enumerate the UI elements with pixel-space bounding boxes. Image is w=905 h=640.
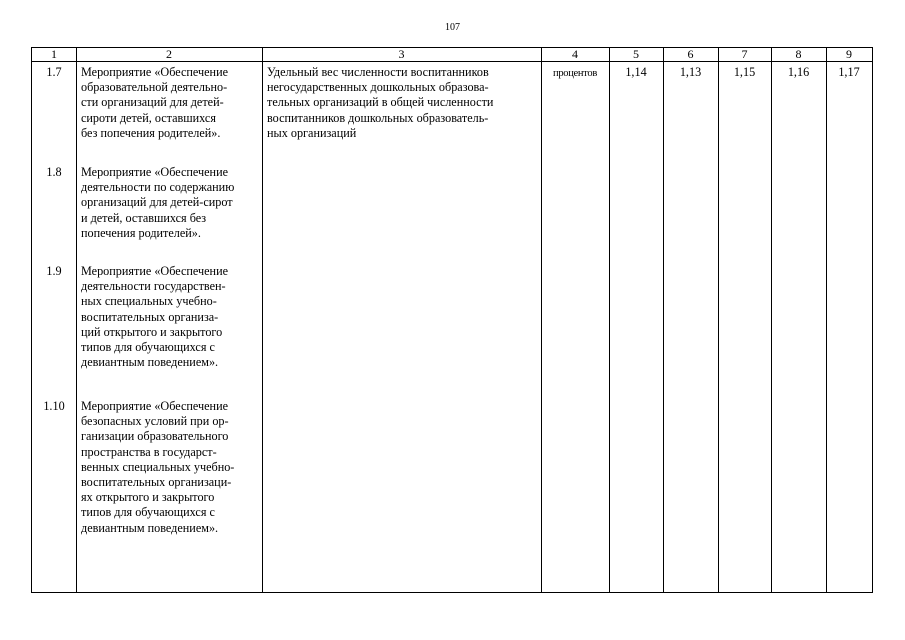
header-col-5: 5 bbox=[633, 47, 639, 61]
column-divider bbox=[771, 48, 772, 592]
column-divider bbox=[826, 48, 827, 592]
event-text: Мероприятие «Обеспечение деятельности государствен- ных специальных учебно- воспитательных организа- ций открытого и закрытого типов для обучающихся с девиантным поведением». bbox=[81, 264, 228, 370]
header-col-1: 1 bbox=[51, 47, 57, 61]
unit-text: процентов bbox=[553, 68, 597, 79]
event-text: Мероприятие «Обеспечение деятельности по содержанию организаций для детей-сирот и детей, оставшихся без попечения родителей». bbox=[81, 165, 235, 240]
row-number: 1.8 bbox=[46, 165, 62, 179]
header-col-3: 3 bbox=[398, 47, 405, 61]
header-col-6: 6 bbox=[687, 47, 694, 61]
page-number: 107 bbox=[445, 22, 460, 33]
row-number: 1.10 bbox=[43, 399, 65, 413]
header-col-4: 4 bbox=[572, 47, 578, 61]
value-cell: 1,17 bbox=[838, 65, 860, 79]
value-cell: 1,16 bbox=[787, 65, 810, 79]
indicator-text: Удельный вес численности воспитанников негосударственных дошкольных образова- тельных организаций в общей численности воспитанников дошкольных образователь- ных организаций bbox=[267, 65, 494, 140]
data-table bbox=[31, 47, 873, 593]
header-col-8: 8 bbox=[795, 47, 802, 61]
header-col-2: 2 bbox=[166, 47, 172, 61]
value-cell: 1,13 bbox=[679, 65, 702, 79]
column-divider bbox=[663, 48, 664, 592]
value-cell: 1,15 bbox=[733, 65, 756, 79]
column-divider bbox=[718, 48, 719, 592]
column-divider bbox=[76, 48, 77, 592]
row-number: 1.9 bbox=[46, 264, 62, 278]
row-number: 1.7 bbox=[46, 65, 62, 79]
event-text: Мероприятие «Обеспечение образовательной деятельно- сти организаций для детей- сироти детей, оставшихся без попечения родителей». bbox=[81, 65, 228, 140]
event-text: Мероприятие «Обеспечение безопасных условий при ор- ганизации образовательного пространства в государст- венных специальных учебно- воспитательных организаци- ях открытого и закрытого типов для обучающихся с девиантным поведением». bbox=[81, 399, 235, 535]
column-divider bbox=[609, 48, 610, 592]
column-divider bbox=[262, 48, 263, 592]
header-col-9: 9 bbox=[846, 47, 852, 61]
header-divider bbox=[32, 61, 872, 62]
column-divider bbox=[541, 48, 542, 592]
value-cell: 1,14 bbox=[625, 65, 647, 79]
header-col-7: 7 bbox=[741, 47, 748, 61]
